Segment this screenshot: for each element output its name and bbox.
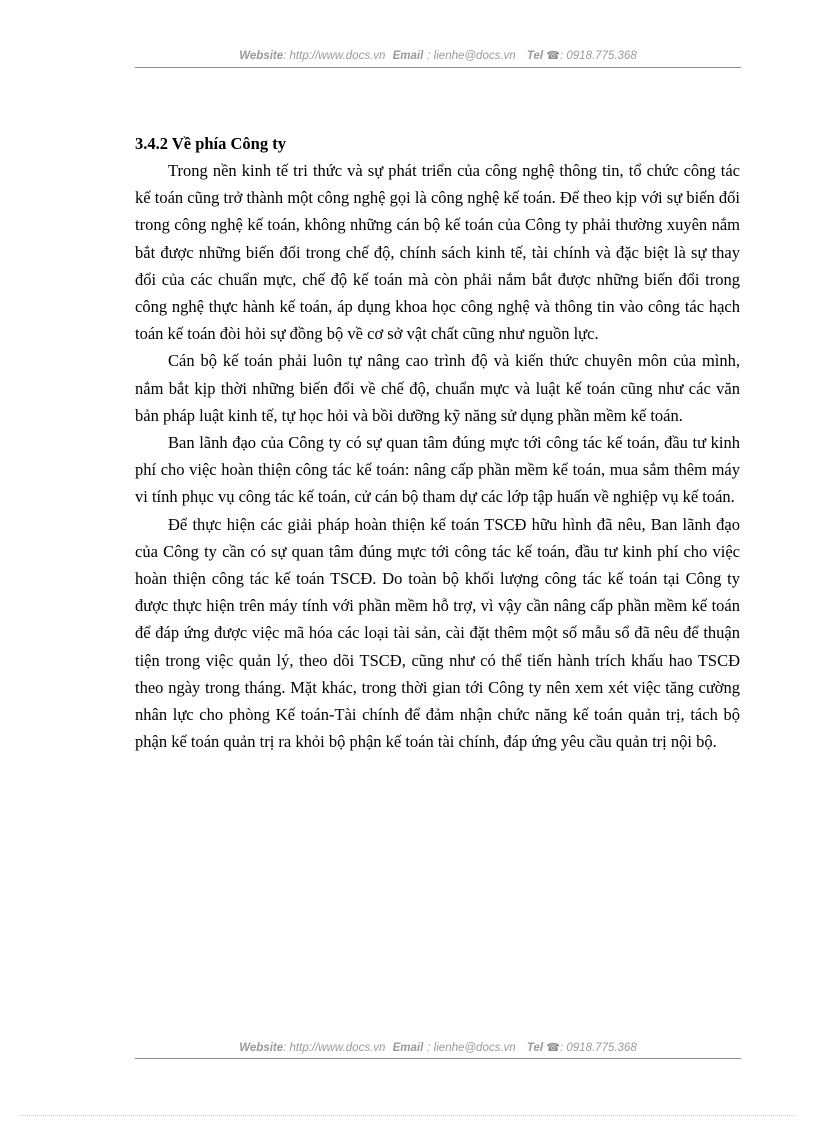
page-content [135, 133, 740, 755]
footer-website-value: : http://www.docs.vn [283, 1042, 386, 1054]
header-website-label: Website [239, 50, 284, 62]
footer-email-label: Email [392, 1042, 424, 1054]
page-footer [135, 1041, 741, 1054]
header-divider [135, 67, 741, 68]
footer-website-label: Website [239, 1042, 284, 1054]
header-tel-value: : 0918.775.368 [560, 50, 637, 62]
footer-email-value: : lienhe@docs.vn [427, 1042, 516, 1054]
paragraph: Để thực hiện các giải pháp hoàn thiện kế toán TSCĐ hữu hình đã nêu, Ban lãnh đạo của Công ty cần có sự quan tâm đúng mực tới công tác kế toán, đầu tư kinh phí cho việc hoàn thiện công tác kế toán TSCĐ. Do toàn bộ khối lượng công tác kế toán tại Công ty được thực hiện trên máy tính với phần mềm hỗ trợ, vì vậy cần nâng cấp phần mềm kế toán để đáp ứng được việc mã hóa các loại tài sản, cài đặt thêm một số mẫu sổ đã nêu để thuận tiện trong việc quản lý, theo dõi TSCĐ, cũng như có thể tiến hành trích khấu hao TSCĐ theo ngày trong tháng. Mặt khác, trong thời gian tới Công ty nên xem xét việc tăng cường nhân lực cho phòng Kế toán-Tài chính để đảm nhận chức năng kế toán quản trị, tách bộ phận kế toán quản trị ra khỏi bộ phận kế toán tài chính, đáp ứng yêu cầu quản trị nội bộ. [135, 514, 740, 752]
paragraph: Ban lãnh đạo của Công ty có sự quan tâm đúng mực tới công tác kế toán, đầu tư kinh phí cho việc hoàn thiện công tác kế toán: nâng cấp phần mềm kế toán, mua sắm thêm máy vi tính phục vụ công tác kế toán, cử cán bộ tham dự các lớp tập huấn về nghiệp vụ kế toán. [135, 433, 740, 507]
footer-tel-value: : 0918.775.368 [560, 1042, 637, 1054]
header-website-value: : http://www.docs.vn [283, 50, 386, 62]
section-heading: 3.4.2 Về phía Công ty [135, 134, 286, 153]
paragraph: Cán bộ kế toán phải luôn tự nâng cao trình độ và kiến thức chuyên môn của mình, nắm bắt kịp thời những biến đổi về chế độ, chuẩn mực và luật kế toán cũng như các văn bản pháp luật kinh tế, tự học hỏi và bồi dưỡng kỹ năng sử dụng phần mềm kế toán. [135, 351, 740, 425]
header-email-value: : lienhe@docs.vn [427, 50, 516, 62]
footer-tel-label: Tel [526, 1042, 544, 1054]
paragraph: Trong nền kinh tế tri thức và sự phát triển của công nghệ thông tin, tổ chức công tác kế toán cũng trở thành một công nghệ gọi là công nghệ kế toán. Để theo kịp với sự biến đổi trong công nghệ kế toán, không những cán bộ kế toán của Công ty phải thường xuyên nắm bắt được những biến đổi trong chế độ, chính sách kinh tế, tài chính và đặc biệt là sự thay đổi của các chuẩn mực, chế độ kế toán mà còn phải nắm bắt được những biến đổi trong công nghệ thực hành kế toán, áp dụng khoa học công nghệ và thông tin vào công tác hạch toán kế toán đòi hỏi sự đồng bộ về cơ sở vật chất cũng như nguồn lực. [135, 161, 740, 344]
footer-divider [135, 1058, 741, 1059]
header-email-label: Email [392, 50, 424, 62]
page-header [135, 49, 741, 62]
phone-icon: ☎ [546, 1042, 560, 1054]
page-edge-divider [20, 1115, 796, 1116]
header-tel-label: Tel [526, 50, 544, 62]
phone-icon: ☎ [546, 50, 560, 62]
